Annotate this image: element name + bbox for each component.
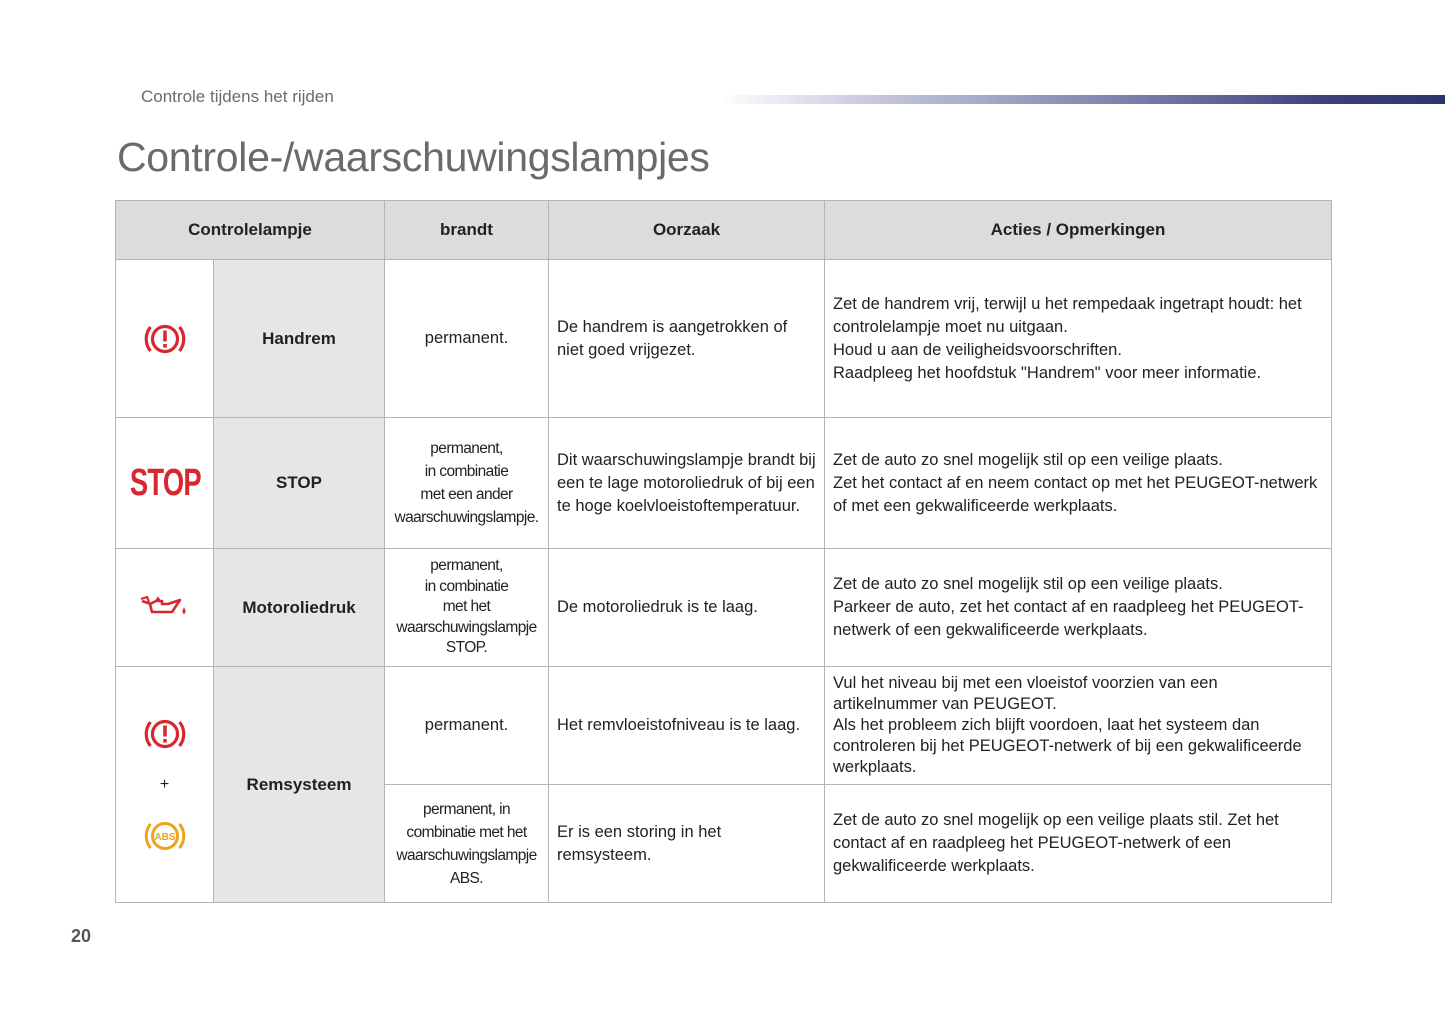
actions-cell xyxy=(825,260,1332,418)
burns-cell xyxy=(385,549,549,667)
lamp-icon-cell xyxy=(116,260,214,418)
table-row xyxy=(116,549,1332,667)
cause-cell: De handrem is aangetrokken of niet goed vrijgezet. xyxy=(549,260,825,418)
burns-text: in combinatie xyxy=(424,463,509,480)
column-header-cause: Oorzaak xyxy=(549,201,825,260)
burns-text: combinatie met het xyxy=(406,823,527,841)
burns-text: permanent, xyxy=(430,440,503,457)
table-row xyxy=(116,260,1332,418)
burns-text: met een ander xyxy=(420,486,513,503)
table-row xyxy=(116,418,1332,549)
table-header-row xyxy=(116,201,1332,260)
burns-text: waarschuwingslampje xyxy=(396,618,537,636)
stop-icon: STOP xyxy=(129,461,201,504)
abs-icon-text: ABS xyxy=(153,831,176,843)
oil-pressure-icon xyxy=(138,598,192,616)
burns-cell xyxy=(385,260,549,418)
actions-cell xyxy=(825,418,1332,549)
lamp-name: Handrem xyxy=(214,260,385,418)
action-line: Zet de auto zo snel mogelijk stil op een veilige plaats. xyxy=(833,575,1223,593)
actions-cell xyxy=(825,549,1332,667)
warning-lamps-table xyxy=(115,200,1332,903)
lamp-icon-cell xyxy=(116,667,214,903)
actions-cell xyxy=(825,667,1332,785)
action-line: Zet het contact af en neem contact op met het PEUGEOT-netwerk of met een gekwalificeerde werkplaats. xyxy=(833,473,1318,515)
action-line: Zet de auto zo snel mogelijk op een veilige plaats stil. Zet het contact af en raadpleeg het PEUGEOT-netwerk of een gekwalificeerde werkplaats. xyxy=(833,811,1279,875)
action-line: Raadpleeg het hoofdstuk "Handrem" voor meer informatie. xyxy=(833,363,1262,382)
action-line: Parkeer de auto, zet het contact af en raadpleeg het PEUGEOT-netwerk of een gekwalificeerde werkplaats. xyxy=(833,598,1304,639)
burns-text: STOP. xyxy=(445,639,488,657)
action-line: Vul het niveau bij met een vloeistof voorzien van een artikelnummer van PEUGEOT. xyxy=(833,674,1218,713)
column-header-burns: brandt xyxy=(385,201,549,260)
page-number: 20 xyxy=(71,926,92,946)
page-title: Controle-/waarschuwingslampjes xyxy=(117,134,710,180)
action-line: Houd u aan de veiligheidsvoorschriften. xyxy=(833,340,1122,359)
plus-sign: + xyxy=(159,775,170,793)
burns-text: waarschuwingslampje. xyxy=(394,509,539,526)
column-header-lamp: Controlelampje xyxy=(116,201,385,260)
lamp-name: Motoroliedruk xyxy=(214,549,385,667)
action-line: Zet de handrem vrij, terwijl u het rempedaak ingetrapt houdt: het controlelampje moet nu uitgaan. xyxy=(833,294,1302,336)
cause-cell: Het remvloeistofniveau is te laag. xyxy=(549,667,825,785)
lamp-icon-cell xyxy=(116,418,214,549)
burns-text: permanent, in xyxy=(423,800,510,818)
burns-text: permanent, xyxy=(430,557,503,575)
burns-text: waarschuwingslampje xyxy=(396,846,537,864)
burns-cell xyxy=(385,418,549,549)
cause-cell: De motoroliedruk is te laag. xyxy=(549,549,825,667)
action-line: Zet de auto zo snel mogelijk stil op een veilige plaats. xyxy=(833,450,1223,469)
burns-cell xyxy=(385,667,549,785)
burns-text: permanent. xyxy=(424,716,509,734)
action-line: Als het probleem zich blijft voordoen, laat het systeem dan controleren bij het PEUGEOT-netwerk of bij een gekwalificeerde werkplaats. xyxy=(833,716,1302,776)
lamp-name: STOP xyxy=(214,418,385,549)
header-gradient-bar xyxy=(720,95,1445,104)
burns-text: ABS. xyxy=(450,869,483,887)
lamp-icon-cell xyxy=(116,549,214,667)
burns-text: met het xyxy=(442,598,491,616)
brake-warning-icon xyxy=(142,329,188,347)
burns-text: in combinatie xyxy=(424,577,509,595)
section-header: Controle tijdens het rijden xyxy=(141,87,334,106)
actions-cell xyxy=(825,785,1332,903)
abs-icon xyxy=(142,826,188,844)
cause-cell: Dit waarschuwingslampje brandt bij een te lage motoroliedruk of bij een te hoge koelvloeistoftemperatuur. xyxy=(549,418,825,549)
column-header-actions: Acties / Opmerkingen xyxy=(825,201,1332,260)
lamp-name: Remsysteem xyxy=(214,667,385,903)
cause-cell: Er is een storing in het remsysteem. xyxy=(549,785,825,903)
brake-warning-icon xyxy=(142,724,188,742)
burns-text: permanent. xyxy=(424,329,509,347)
burns-cell xyxy=(385,785,549,903)
table-row xyxy=(116,667,1332,785)
